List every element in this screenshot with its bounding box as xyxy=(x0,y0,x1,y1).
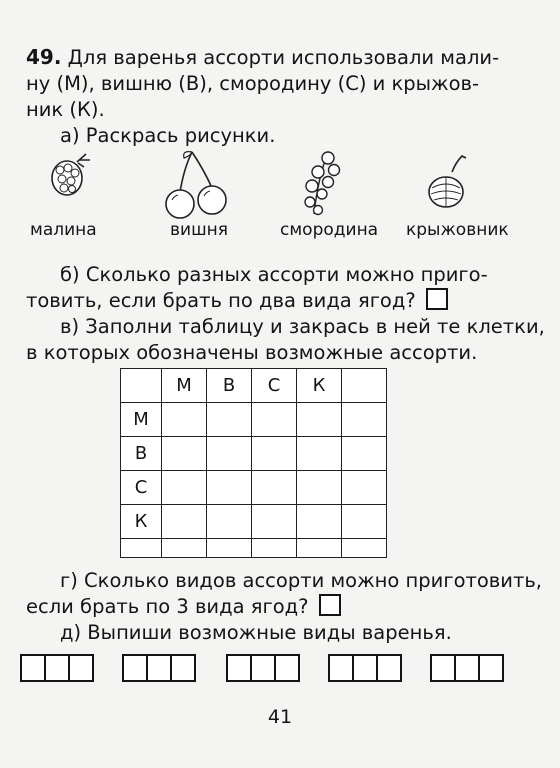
table-cell[interactable] xyxy=(252,505,297,539)
part-g-line-1: г) Сколько видов ассорти можно приготовить, xyxy=(60,569,543,592)
table-cell[interactable] xyxy=(297,539,342,558)
intro-line-1: Для варенья ассорти использовали мали- xyxy=(67,46,500,69)
currant-icon xyxy=(288,148,358,218)
answer-triplet-1[interactable] xyxy=(20,654,94,682)
answer-cell[interactable] xyxy=(352,654,378,682)
answer-cell[interactable] xyxy=(20,654,46,682)
table-cell[interactable] xyxy=(162,403,207,437)
table-cell[interactable] xyxy=(297,505,342,539)
answer-cell[interactable] xyxy=(250,654,276,682)
row-header-m: М xyxy=(121,403,162,437)
intro-line-2: ну (М), вишню (В), смородину (С) и крыжов- xyxy=(26,72,480,95)
answer-triplet-5[interactable] xyxy=(430,654,504,682)
answer-cell[interactable] xyxy=(478,654,504,682)
table-cell[interactable] xyxy=(342,505,387,539)
table-cell[interactable] xyxy=(342,403,387,437)
table-cell[interactable] xyxy=(297,437,342,471)
table-cell[interactable] xyxy=(121,539,162,558)
table-cell[interactable] xyxy=(297,471,342,505)
part-v-line-2: в которых обозначены возможные ассорти. xyxy=(26,341,478,364)
answer-cell[interactable] xyxy=(376,654,402,682)
table-row xyxy=(121,403,387,437)
berry-currant[interactable] xyxy=(280,148,379,240)
table-corner-cell xyxy=(121,369,162,403)
answer-cell[interactable] xyxy=(122,654,148,682)
table-row xyxy=(121,471,387,505)
table-row xyxy=(121,539,387,558)
table-cell[interactable] xyxy=(252,437,297,471)
answer-cell[interactable] xyxy=(44,654,70,682)
task-number: 49. xyxy=(26,45,62,69)
answer-cell[interactable] xyxy=(226,654,252,682)
part-a-text: а) Раскрась рисунки. xyxy=(60,124,276,147)
parts-b-v xyxy=(26,262,546,366)
table-cell[interactable] xyxy=(342,539,387,558)
part-b-line-1: б) Сколько разных ассорти можно приго- xyxy=(60,263,488,286)
table-cell[interactable] xyxy=(252,539,297,558)
raspberry-icon xyxy=(44,148,94,200)
table-cell[interactable] xyxy=(162,471,207,505)
berry-label-currant: смородина xyxy=(280,220,379,240)
part-g-answer-box[interactable] xyxy=(319,594,341,616)
col-header-s: С xyxy=(252,369,297,403)
answer-cell[interactable] xyxy=(328,654,354,682)
jam-answer-boxes xyxy=(20,654,540,682)
table-cell[interactable] xyxy=(297,403,342,437)
col-header-m: М xyxy=(162,369,207,403)
table-cell[interactable] xyxy=(252,471,297,505)
page-number: 41 xyxy=(267,706,293,728)
berry-label-gooseberry: крыжовник xyxy=(406,220,509,240)
row-header-v: В xyxy=(121,437,162,471)
berry-pictures xyxy=(20,148,540,248)
table-cell[interactable] xyxy=(342,437,387,471)
table-cell[interactable] xyxy=(207,539,252,558)
col-header-v: В xyxy=(207,369,252,403)
part-v-line-1: в) Заполни таблицу и закрась в ней те клетки, xyxy=(60,315,545,338)
col-header-k: К xyxy=(297,369,342,403)
answer-triplet-2[interactable] xyxy=(122,654,196,682)
table-row xyxy=(121,505,387,539)
table-cell[interactable] xyxy=(207,437,252,471)
table-cell[interactable] xyxy=(162,437,207,471)
task-intro xyxy=(26,44,541,149)
assortment-table xyxy=(120,368,387,558)
part-b-answer-box[interactable] xyxy=(426,288,448,310)
cherry-icon xyxy=(162,148,242,222)
gooseberry-icon xyxy=(422,148,476,218)
table-header-row xyxy=(121,369,387,403)
table-cell[interactable] xyxy=(342,471,387,505)
answer-cell[interactable] xyxy=(68,654,94,682)
berry-gooseberry[interactable] xyxy=(406,148,509,240)
table-cell[interactable] xyxy=(162,505,207,539)
answer-triplet-4[interactable] xyxy=(328,654,402,682)
table-cell[interactable] xyxy=(162,539,207,558)
berry-cherry[interactable] xyxy=(162,148,242,240)
answer-cell[interactable] xyxy=(430,654,456,682)
answer-cell[interactable] xyxy=(170,654,196,682)
table-cell[interactable] xyxy=(207,403,252,437)
answer-cell[interactable] xyxy=(146,654,172,682)
part-b-line-2: товить, если брать по два вида ягод? xyxy=(26,289,416,312)
table-cell[interactable] xyxy=(252,403,297,437)
parts-g-d xyxy=(26,568,546,646)
table-row xyxy=(121,437,387,471)
berry-label-cherry: вишня xyxy=(170,220,228,240)
part-g-line-2: если брать по 3 вида ягод? xyxy=(26,595,309,618)
berry-raspberry[interactable] xyxy=(30,148,97,240)
table-cell[interactable] xyxy=(207,505,252,539)
table-cell[interactable] xyxy=(207,471,252,505)
intro-line-3: ник (К). xyxy=(26,98,105,121)
table-cell[interactable] xyxy=(342,369,387,403)
answer-triplet-3[interactable] xyxy=(226,654,300,682)
answer-cell[interactable] xyxy=(274,654,300,682)
berry-label-raspberry: малина xyxy=(30,220,97,240)
row-header-s: С xyxy=(121,471,162,505)
row-header-k: К xyxy=(121,505,162,539)
answer-cell[interactable] xyxy=(454,654,480,682)
part-d-line-1: д) Выпиши возможные виды варенья. xyxy=(60,621,452,644)
